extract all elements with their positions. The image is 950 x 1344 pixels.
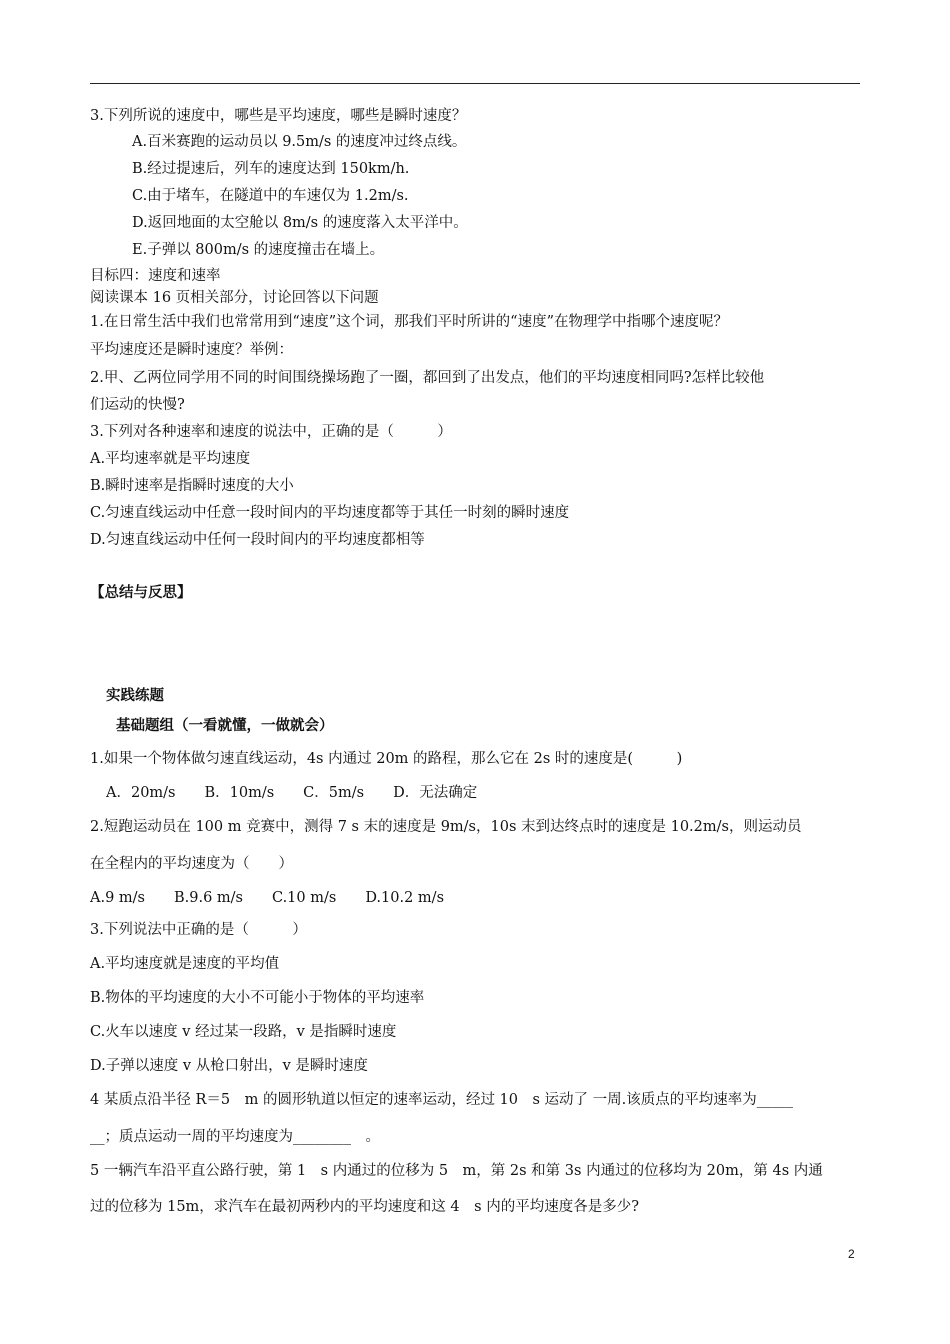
practice-q3-option-c: C.火车以速度 v 经过某一段路，v 是指瞬时速度: [90, 1024, 397, 1040]
practice-heading: 实践练题: [106, 687, 164, 704]
goal4-q1-line1: 1.在日常生活中我们也常常用到“速度”这个词，那我们平时所讲的“速度”在物理学中指哪个速度呢？: [90, 314, 728, 330]
option-b: B.经过提速后，列车的速度达到 150km/h.: [132, 161, 410, 177]
goal4-q1-line2: 平均速度还是瞬时速度？举例：: [90, 342, 293, 358]
page-number: 2: [848, 1247, 855, 1261]
goal4-q3-option-b: B.瞬时速率是指瞬时速度的大小: [90, 478, 294, 494]
practice-q4-line2: __；质点运动一周的平均速度为________ 。: [90, 1129, 380, 1145]
option-e: E.子弹以 800m/s 的速度撞击在墙上。: [132, 242, 385, 258]
option-c: C.由于堵车，在隧道中的车速仅为 1.2m/s.: [132, 188, 409, 204]
summary-heading: 【总结与反思】: [90, 584, 192, 601]
practice-q5-line1: 5 一辆汽车沿平直公路行驶，第 1 s 内通过的位移为 5 m，第 2s 和第 3s 内通过的位移均为 20m，第 4s 内通: [90, 1163, 823, 1179]
practice-q2-line1: 2.短跑运动员在 100 m 竞赛中，测得 7 s 末的速度是 9m/s，10s 末到达终点时的速度是 10.2m/s，则运动员: [90, 819, 802, 835]
goal4-q2-line1: 2.甲、乙两位同学用不同的时间围绕操场跑了一圈，都回到了出发点，他们的平均速度相同吗?怎样比较他: [90, 370, 765, 386]
practice-q3-title: 3.下列说法中正确的是（ ）: [90, 922, 307, 938]
practice-q1-title: 1.如果一个物体做匀速直线运动，4s 内通过 20m 的路程，那么它在 2s 时的速度是( ): [90, 751, 683, 767]
practice-q3-option-b: B.物体的平均速度的大小不可能小于物体的平均速率: [90, 990, 425, 1006]
option-a: A.百米赛跑的运动员以 9.5m/s 的速度冲过终点线。: [132, 134, 467, 150]
practice-q5-line2: 过的位移为 15m，求汽车在最初两秒内的平均速度和这 4 s 内的平均速度各是多少?: [90, 1199, 639, 1215]
goal4-q3-option-c: C.匀速直线运动中任意一段时间内的平均速度都等于其任一时刻的瞬时速度: [90, 505, 570, 521]
practice-subheading: 基础题组（一看就懂，一做就会）: [116, 717, 334, 734]
goal4-q3-title: 3.下列对各种速率和速度的说法中，正确的是（ ）: [90, 424, 452, 440]
goal4-reading: 阅读课本 16 页相关部分，讨论回答以下问题: [90, 290, 379, 306]
practice-q1-options: A．20m/s B．10m/s C．5m/s D．无法确定: [106, 785, 478, 801]
practice-q3-option-d: D.子弹以速度 v 从枪口射出，v 是瞬时速度: [90, 1058, 368, 1074]
practice-q2-options: A.9 m/s B.9.6 m/s C.10 m/s D.10.2 m/s: [90, 890, 445, 906]
practice-q2-line2: 在全程内的平均速度为（ ）: [90, 856, 293, 872]
question-3-title: 3.下列所说的速度中，哪些是平均速度，哪些是瞬时速度？: [90, 108, 467, 124]
goal4-q3-option-d: D.匀速直线运动中任何一段时间内的平均速度都相等: [90, 532, 425, 548]
goal4-heading: 目标四：速度和速率: [90, 268, 221, 284]
practice-q3-option-a: A.平均速度就是速度的平均值: [90, 956, 280, 972]
header-rule: [90, 83, 860, 84]
goal4-q3-option-a: A.平均速率就是平均速度: [90, 451, 251, 467]
goal4-q2-line2: 们运动的快慢?: [90, 397, 185, 413]
option-d: D.返回地面的太空舱以 8m/s 的速度落入太平洋中。: [132, 215, 468, 231]
practice-q4-line1: 4 某质点沿半径 R＝5 m 的圆形轨道以恒定的速率运动，经过 10 s 运动了 一周.该质点的平均速率为_____: [90, 1092, 794, 1108]
